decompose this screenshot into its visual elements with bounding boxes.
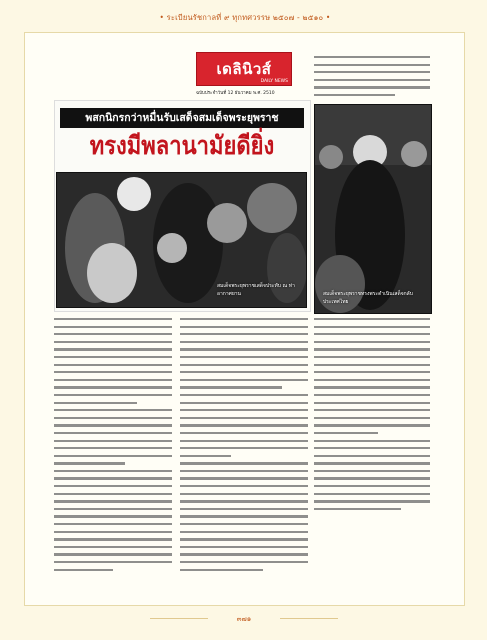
side-photo (314, 104, 432, 314)
page-number: ๓๗๑ (236, 615, 252, 623)
article-column-3-top (314, 56, 430, 100)
headline-primary: พสกนิกรกว่าหมื่นรับเสด็จสมเด็จพระยุพราช (60, 108, 304, 128)
article-column-2 (180, 318, 308, 590)
page-header-text: • ระเบียนรัชกาลที่ ๙ ทุกทศวรรษ ๒๕๐๗ - ๒๕๑๐ • (159, 13, 331, 22)
headline-secondary: ทรงมีพลานามัยดียิ่ง (89, 132, 275, 161)
dateline: ฉบับประจำวันที่ 12 ธันวาคม พ.ศ. 2510 (196, 91, 275, 96)
side-photo-caption: สมเด็จพระยุพราชทรงพระดำเนินเสด็จกลับประเทศไทย (323, 291, 413, 305)
article-column-1 (54, 318, 172, 590)
article-column-3 (314, 318, 430, 590)
masthead-name: เดลินิวส์ (216, 60, 272, 78)
page-header (130, 11, 360, 25)
masthead-logo (196, 52, 292, 86)
main-photo (56, 172, 307, 308)
footer-rule-left (150, 618, 208, 619)
headline-box (54, 104, 309, 168)
main-photo-caption: สมเด็จพระยุพราชเสด็จประทับ ณ ท่าอากาศยาน (217, 283, 295, 297)
footer-rule-right (280, 618, 338, 619)
masthead-subtitle: DAILY NEWS (260, 79, 288, 84)
